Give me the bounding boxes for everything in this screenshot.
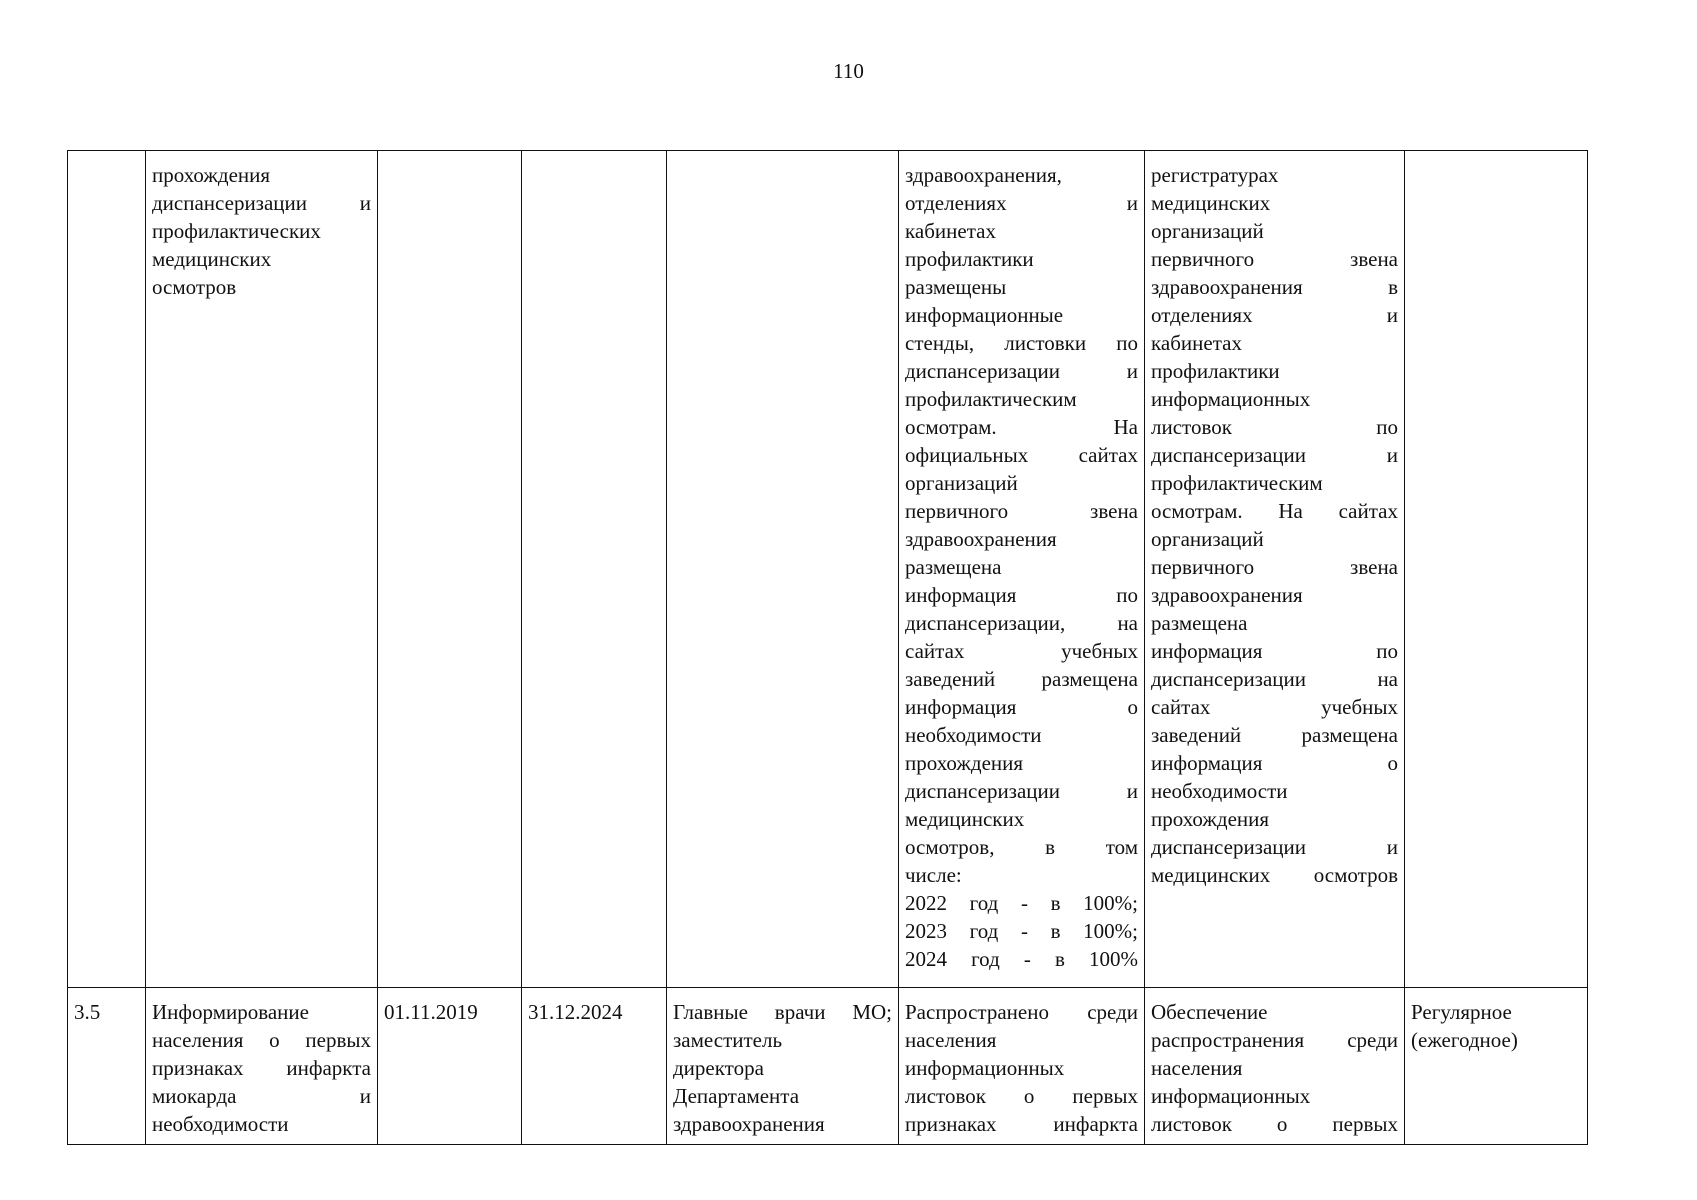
text-line: необходимости (1151, 779, 1288, 803)
text-line: Регулярное (1411, 1000, 1512, 1024)
text-line: профилактики (905, 247, 1034, 271)
text-line: информационные (905, 303, 1064, 327)
text-line: организаций (905, 471, 1018, 495)
cell-responsible (667, 988, 899, 1145)
text-line: первичного звена (1151, 555, 1398, 579)
text-line: диспансеризации и (905, 779, 1138, 803)
text-line: здравоохранения (905, 527, 1057, 551)
text-line: диспансеризации на (1151, 667, 1398, 691)
text-line: медицинских (1151, 191, 1271, 215)
text-line: директора (673, 1056, 764, 1080)
text-line: Департамента (673, 1084, 800, 1108)
text-line: заведений размещена (1151, 723, 1398, 747)
text-line: диспансеризации и (1151, 443, 1398, 467)
text-line: медицинских осмотров (1151, 863, 1398, 887)
table-row (68, 988, 1588, 1145)
cell-end-date: 31.12.2024 (522, 988, 667, 1145)
text-line: признаках инфаркта (905, 1112, 1138, 1136)
text-line: заместитель (673, 1028, 783, 1052)
text-line: размещена (1151, 611, 1248, 635)
table-row (68, 151, 1588, 988)
text-line: информационных (905, 1056, 1065, 1080)
text-line: населения о первых (152, 1028, 371, 1052)
text-line: Информирование (152, 1000, 309, 1024)
text-line: кабинетах (1151, 331, 1242, 355)
text-line: организаций (1151, 527, 1264, 551)
text-line: здравоохранения (673, 1112, 825, 1136)
text-line: сайтах учебных (905, 639, 1138, 663)
text-line: 2024 год - в 100% (905, 947, 1138, 971)
text-line: осмотрам. На сайтах (1151, 499, 1398, 523)
text-line: диспансеризации и (905, 359, 1138, 383)
text-line: размещены (905, 275, 1007, 299)
text-line: миокарда и (152, 1084, 371, 1108)
page-number: 110 (833, 59, 864, 83)
text-line: информационных (1151, 1084, 1311, 1108)
text-line: осмотров, в том (905, 835, 1138, 859)
cell-end-date (522, 151, 667, 988)
cell-start-date: 01.11.2019 (378, 988, 522, 1145)
text-line: первичного звена (1151, 247, 1398, 271)
text-line: 2022 год - в 100%; (905, 891, 1138, 915)
text-line: листовок по (1151, 415, 1398, 439)
text-line: кабинетах (905, 219, 996, 243)
text-line: сайтах учебных (1151, 695, 1398, 719)
text-line: прохождения (905, 751, 1024, 775)
cell-number (68, 151, 146, 988)
text-line: листовок о первых (905, 1084, 1138, 1108)
text-line: числе: (905, 863, 962, 887)
text-line: стенды, листовки по (905, 331, 1138, 355)
text-line: прохождения (152, 163, 271, 187)
text-line: необходимости (905, 723, 1042, 747)
cell-start-date (378, 151, 522, 988)
text-line: здравоохранения, (905, 163, 1062, 187)
text-line: населения (1151, 1056, 1243, 1080)
text-line: регистратурах (1151, 163, 1279, 187)
plan-table (67, 150, 1588, 1145)
text-line: (ежегодное) (1411, 1028, 1518, 1052)
cell-frequency (1405, 988, 1588, 1145)
text-line: профилактических (152, 219, 321, 243)
text-line: заведений размещена (905, 667, 1138, 691)
cell-frequency (1405, 151, 1588, 988)
cell-result (899, 151, 1145, 988)
text-line: Распространено среди (905, 1000, 1138, 1024)
text-line: медицинских (905, 807, 1025, 831)
text-line: профилактическим (1151, 471, 1323, 495)
text-line: информация о (905, 695, 1138, 719)
text-line: информация по (905, 583, 1138, 607)
text-line: профилактическим (905, 387, 1077, 411)
text-line: прохождения (1151, 807, 1270, 831)
text-line: листовок о первых (1151, 1112, 1398, 1136)
text-line: информация о (1151, 751, 1398, 775)
text-line: информационных (1151, 387, 1311, 411)
text-line: осмотрам. На (905, 415, 1138, 439)
text-line: Обеспечение (1151, 1000, 1268, 1024)
text-line: распространения среди (1151, 1028, 1398, 1052)
cell-responsible (667, 151, 899, 988)
cell-result (899, 988, 1145, 1145)
text-line: первичного звена (905, 499, 1138, 523)
text-line: Главные врачи МО; (673, 1000, 892, 1024)
text-line: необходимости (152, 1112, 289, 1136)
cell-number: 3.5 (68, 988, 146, 1145)
text-line: организаций (1151, 219, 1264, 243)
text-line: осмотров (152, 275, 237, 299)
text-line: отделениях и (1151, 303, 1398, 327)
text-line: 2023 год - в 100%; (905, 919, 1138, 943)
text-line: диспансеризации и (152, 191, 371, 215)
text-line: профилактики (1151, 359, 1280, 383)
text-line: информация по (1151, 639, 1398, 663)
text-line: здравоохранения (1151, 583, 1303, 607)
text-line: населения (905, 1028, 997, 1052)
text-line: официальных сайтах (905, 443, 1138, 467)
text-line: признаках инфаркта (152, 1056, 371, 1080)
text-line: здравоохранения в (1151, 275, 1398, 299)
text-line: отделениях и (905, 191, 1138, 215)
text-line: медицинских (152, 247, 272, 271)
cell-indicator (1145, 151, 1405, 988)
cell-event-name (146, 151, 378, 988)
text-line: диспансеризации и (1151, 835, 1398, 859)
cell-indicator (1145, 988, 1405, 1145)
cell-event-name (146, 988, 378, 1145)
text-line: диспансеризации, на (905, 611, 1138, 635)
text-line: размещена (905, 555, 1002, 579)
